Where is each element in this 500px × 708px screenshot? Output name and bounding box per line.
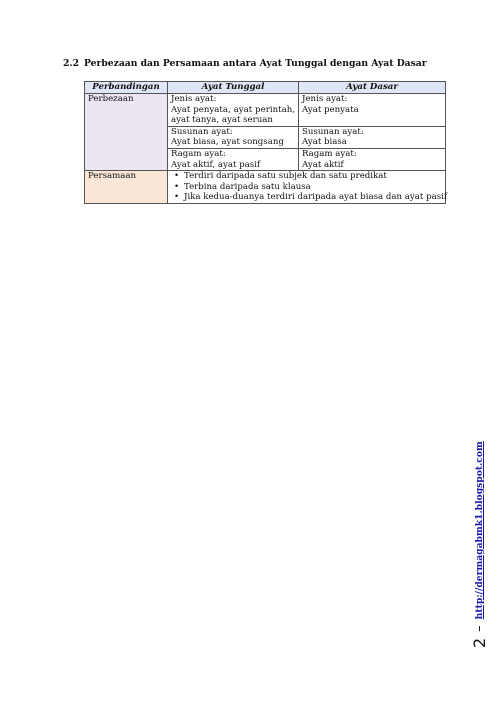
list-item: • Terdiri daripada satu subjek dan satu predikat bbox=[171, 171, 442, 182]
section-number: 2.2 bbox=[63, 58, 79, 69]
section-title: Perbezaan dan Persamaan antara Ayat Tunggal dengan Ayat Dasar bbox=[84, 58, 427, 69]
header-ayat-tunggal: Ayat Tunggal bbox=[168, 82, 299, 94]
blog-url-link[interactable]: http://dermagabmk1.blogspot.com bbox=[474, 441, 485, 620]
persamaan-cell bbox=[168, 171, 446, 204]
cell-line: ayat tanya, ayat seruan bbox=[171, 115, 273, 126]
cell-line: Ayat penyata, ayat perintah, bbox=[171, 104, 295, 115]
cell-line: Ayat aktif bbox=[302, 159, 344, 170]
cell-jenis-ayat-tunggal bbox=[168, 94, 299, 127]
persamaan-label: Persamaan bbox=[85, 171, 168, 204]
cell-line: Jenis ayat: bbox=[171, 94, 217, 104]
cell-susunan-ayat-tunggal bbox=[168, 126, 299, 148]
section-heading bbox=[63, 58, 427, 69]
cell-jenis-ayat-dasar bbox=[299, 94, 446, 127]
persamaan-list bbox=[171, 171, 448, 203]
cell-ragam-ayat-tunggal bbox=[168, 148, 299, 170]
cell-ragam-ayat-dasar bbox=[299, 148, 446, 170]
cell-line: Ayat penyata bbox=[302, 104, 359, 115]
table-row bbox=[85, 171, 446, 204]
header-ayat-dasar: Ayat Dasar bbox=[299, 82, 446, 94]
cell-line: Ayat biasa bbox=[302, 137, 347, 148]
cell-line: Ayat aktif, ayat pasif bbox=[171, 159, 261, 170]
page-footer bbox=[470, 441, 489, 648]
cell-line: Ragam ayat: bbox=[302, 148, 357, 159]
table-row bbox=[85, 94, 446, 127]
page-number: 2 bbox=[470, 637, 489, 648]
cell-line: Jenis ayat: bbox=[302, 94, 348, 104]
cell-line: Ragam ayat: bbox=[171, 148, 226, 159]
footer-separator: – bbox=[472, 625, 487, 632]
table-header-row bbox=[85, 82, 446, 94]
perbezaan-label: Perbezaan bbox=[85, 94, 168, 171]
cell-line: Susunan ayat: bbox=[171, 126, 233, 137]
comparison-table bbox=[84, 81, 446, 204]
list-item: • Jika kedua-duanya terdiri daripada ayat biasa dan ayat pasif bbox=[171, 192, 442, 203]
cell-susunan-ayat-dasar bbox=[299, 126, 446, 148]
cell-line: Ayat biasa, ayat songsang bbox=[171, 137, 284, 148]
list-item: • Terbina daripada satu klausa bbox=[171, 182, 442, 193]
cell-line: Susunan ayat: bbox=[302, 126, 364, 137]
header-perbandingan: Perbandingan bbox=[85, 82, 168, 94]
